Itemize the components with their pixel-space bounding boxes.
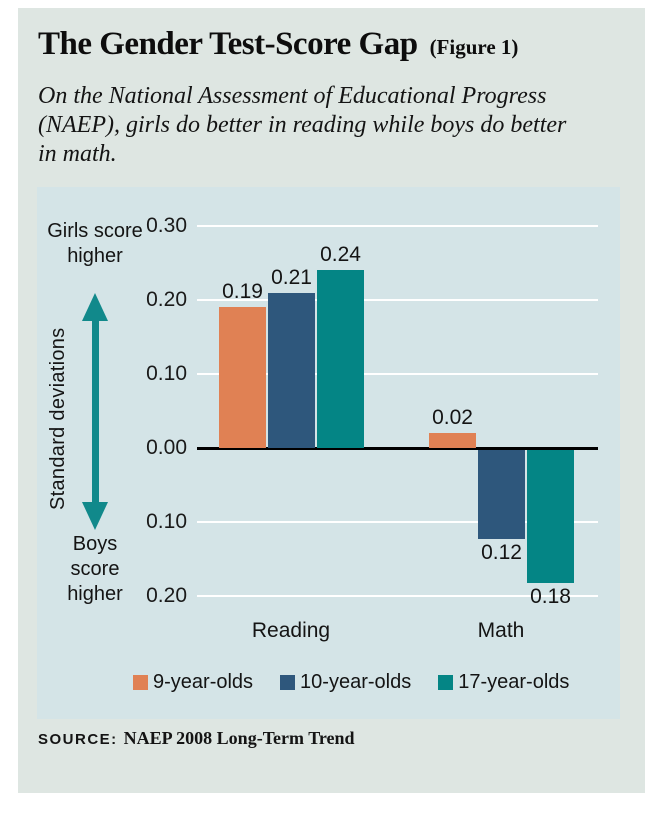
legend-item [438, 671, 569, 694]
source-row [38, 728, 355, 749]
y-tick-label: 0.10 [146, 362, 187, 385]
figure-subtitle [38, 82, 618, 169]
bar-math-17-year-olds [527, 450, 574, 583]
bar-math-9-year-olds [429, 433, 476, 448]
bar-reading-10-year-olds [268, 293, 315, 448]
y-tick-label: 0.00 [146, 436, 187, 459]
bar-math-10-year-olds [478, 450, 525, 539]
bar-value-label: 0.18 [530, 585, 571, 608]
source-text: NAEP 2008 Long-Term Trend [123, 728, 355, 748]
y-tick-label: 0.20 [146, 584, 187, 607]
title-row [38, 26, 518, 63]
bar-value-label: 0.21 [271, 266, 312, 289]
bar-value-label: 0.19 [222, 280, 263, 303]
updown-arrow-icon [82, 293, 108, 530]
source-label: SOURCE: [38, 731, 118, 748]
figure-panel [18, 8, 645, 793]
y-tick-label: 0.20 [146, 288, 187, 311]
subtitle-line: On the National Assessment of Educational Progress [38, 83, 547, 109]
arrow-down-head [82, 502, 108, 530]
legend-swatch-icon [133, 675, 148, 690]
arrow-shaft [92, 317, 99, 506]
legend [133, 671, 569, 694]
category-label-math: Math [477, 619, 525, 642]
legend-item [133, 671, 253, 694]
bar-value-label: 0.24 [320, 243, 361, 266]
boys-score-higher-label: Boys score higher [67, 533, 123, 605]
legend-item [280, 671, 411, 694]
chart-area [37, 187, 620, 719]
legend-swatch-icon [280, 675, 295, 690]
category-label-reading: Reading [251, 619, 331, 642]
y-axis-label: Standard deviations [47, 327, 69, 511]
y-tick-label: 0.10 [146, 510, 187, 533]
girls-score-higher-label: Girls score higher [47, 220, 143, 267]
bar-reading-17-year-olds [317, 270, 364, 448]
bar-value-label: 0.02 [432, 406, 473, 429]
bar-reading-9-year-olds [219, 307, 266, 448]
figure-number: (Figure 1) [429, 35, 519, 59]
legend-label: 9-year-olds [153, 671, 254, 693]
legend-label: 10-year-olds [300, 671, 412, 693]
gridline [197, 225, 598, 227]
bar-value-label: 0.12 [481, 541, 522, 564]
figure-title: The Gender Test-Score Gap [38, 26, 418, 62]
legend-label: 17-year-olds [458, 671, 570, 693]
y-tick-label: 0.30 [146, 214, 187, 237]
legend-swatch-icon [438, 675, 453, 690]
subtitle-line: (NAEP), girls do better in reading while boys do better [38, 112, 567, 138]
subtitle-line: in math. [38, 141, 117, 167]
